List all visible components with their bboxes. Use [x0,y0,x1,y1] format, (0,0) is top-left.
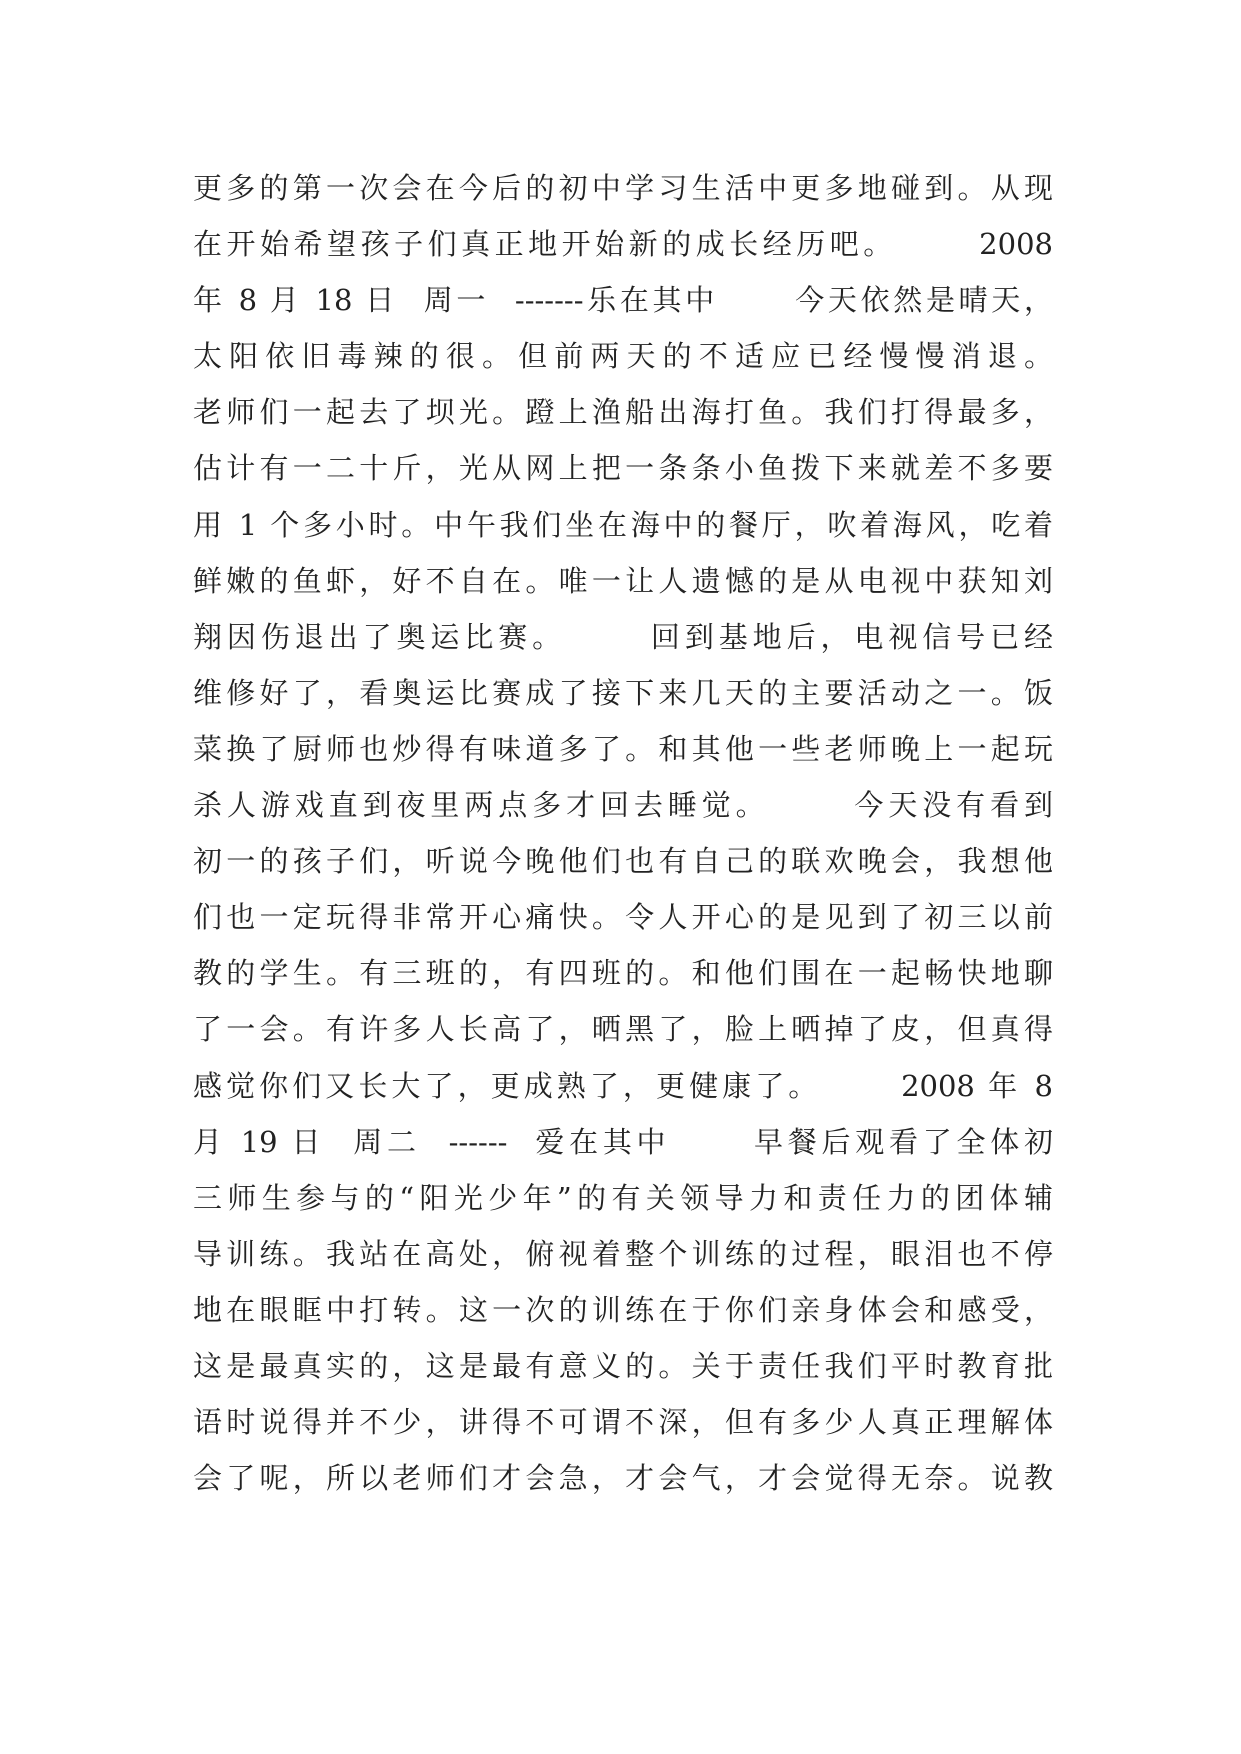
text-line: 老师们一起去了坝光。蹬上渔船出海打鱼。我们打得最多， [193,395,1053,430]
text-line: 地在眼眶中打转。这一次的训练在于你们亲身体会和感受， [193,1292,1053,1327]
text-line: 在开始希望孩子们真正地开始新的成长经历吧。 2008 [193,227,1053,262]
text-line: 月 19 日 周二 ------ 爱在其中 早餐后观看了全体初 [193,1124,1053,1159]
text-line: 们也一定玩得非常开心痛快。令人开心的是见到了初三以前 [193,900,1053,935]
text-line: 翔因伤退出了奥运比赛。 回到基地后，电视信号已经 [193,619,1053,654]
text-line: 菜换了厨师也炒得有味道多了。和其他一些老师晚上一起玩 [193,731,1053,766]
text-line: 鲜嫩的鱼虾，好不自在。唯一让人遗憾的是从电视中获知刘 [193,563,1053,598]
text-line: 三师生参与的“阳光少年”的有关领导力和责任力的团体辅 [193,1180,1053,1215]
text-line: 导训练。我站在高处，俯视着整个训练的过程，眼泪也不停 [193,1236,1053,1271]
text-line: 更多的第一次会在今后的初中学习生活中更多地碰到。从现 [193,171,1053,205]
text-line: 维修好了，看奥运比赛成了接下来几天的主要活动之一。饭 [193,675,1053,710]
text-line: 感觉你们又长大了，更成熟了，更健康了。 2008 年 8 [193,1068,1053,1103]
text-line: 年 8 月 18 日 周一 -------乐在其中 今天依然是晴天， [193,283,1053,318]
text-line: 用 1 个多小时。中午我们坐在海中的餐厅，吹着海风，吃着 [193,507,1053,542]
document-body [193,160,1053,1506]
text-line: 了一会。有许多人长高了，晒黑了，脸上晒掉了皮，但真得 [193,1012,1053,1047]
text-line: 这是最真实的，这是最有意义的。关于责任我们平时教育批 [193,1348,1053,1383]
text-line: 会了呢，所以老师们才会急，才会气，才会觉得无奈。说教 [193,1461,1053,1496]
text-line: 估计有一二十斤，光从网上把一条条小鱼拨下来就差不多要 [193,451,1053,486]
text-line: 杀人游戏直到夜里两点多才回去睡觉。 今天没有看到 [193,788,1053,823]
text-line: 太阳依旧毒辣的很。但前两天的不适应已经慢慢消退。 [193,339,1053,374]
text-line: 教的学生。有三班的，有四班的。和他们围在一起畅快地聊 [193,956,1053,991]
text-line: 语时说得并不少，讲得不可谓不深，但有多少人真正理解体 [193,1405,1053,1440]
text-line: 初一的孩子们，听说今晚他们也有自己的联欢晚会，我想他 [193,844,1053,879]
